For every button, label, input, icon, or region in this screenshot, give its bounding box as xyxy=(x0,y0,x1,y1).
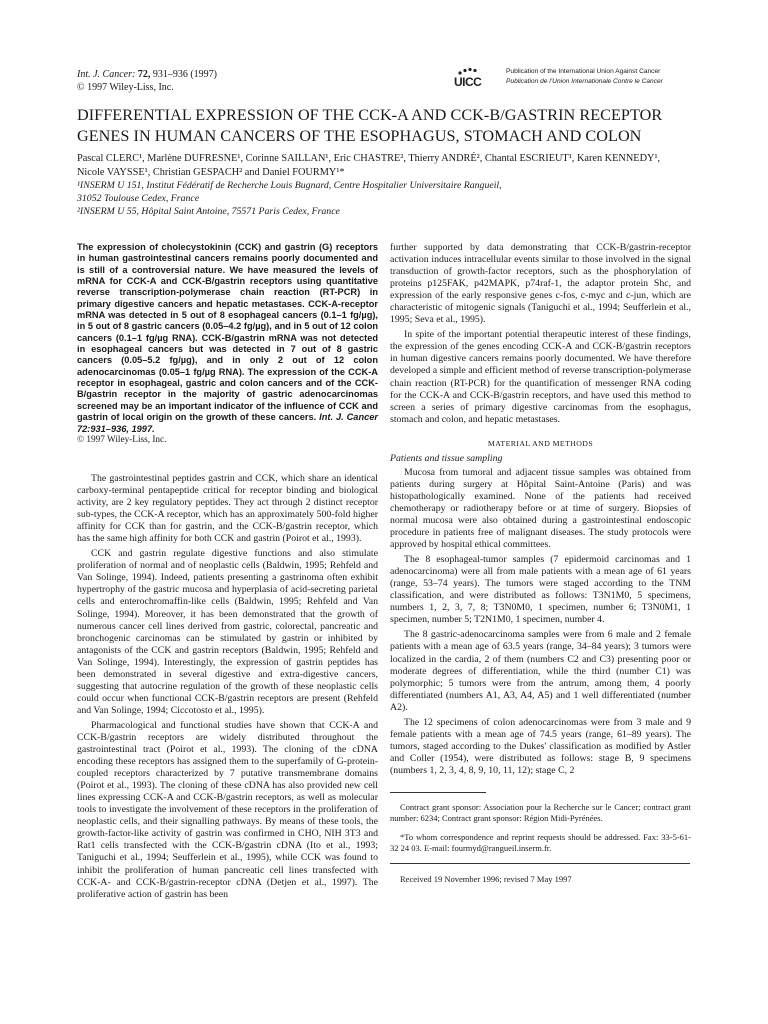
body-paragraph: Pharmacological and functional studies have shown that CCK-A and CCK-B/gastrin receptors are widely distributed throughout the gastrointestinal tract (Poirot et al., 1993). The cloning of the cDNA encoding these receptors has assigned them to the superfamily of G-protein-coupled receptors characterized by 7 putative transmembrane domains (Poirot et al., 1993). The cloning of these cDNA has also provided new cell lines expressing CCK-A and CCK-B/gastrin receptors, as well as molecular tools to investigate the involvement of these receptors in the proliferation of neoplastic cells, and their signalling pathways. By means of these tools, the growth-factor-like activity of gastrin was confirmed in CHO, NIH 3T3 and Rat1 cells transfected with the CCK-B/gastrin cDNA (Ito et al., 1993; Taniguchi et al., 1994; Seufferlein et al., 1995), while CCK was found to inhibit the proliferation of human pancreatic cell lines transfected with CCK-A- and CCK-B/gastrin-receptor cDNA (Detjen et al., 1997). The proliferative action of gastrin has been xyxy=(77,719,378,900)
abstract-copyright: © 1997 Wiley-Liss, Inc. xyxy=(77,434,167,445)
subsection-heading: Patients and tissue sampling xyxy=(390,452,503,464)
publisher-line-en: Publication of the International Union Against Cancer xyxy=(506,68,661,75)
body-paragraph: Mucosa from tumoral and adjacent tissue samples was obtained from patients during surgery at Hôpital Saint-Antoine (Paris) and was histopathologically examined. None of the patients had received chemotherapy or radiotherapy before or at time of surgery. Biopsies of normal mucosa were also obtained during a gastrointestinal endoscopic procedure in patients free of malignant diseases. The study protocols were approved by hospital ethical committees. xyxy=(390,466,691,551)
uicc-logo-text: UICC xyxy=(454,75,482,89)
journal-pages: 931–936 (1997) xyxy=(152,69,217,80)
journal-volume: 72, xyxy=(137,69,151,80)
journal-header xyxy=(77,68,217,94)
footnote-grant: Contract grant sponsor: Association pour la Recherche sur le Cancer; contract grant number: 6234; Contract grant sponsor: Région Midi-Pyrénées. xyxy=(390,802,691,823)
right-column xyxy=(390,242,691,780)
author-list xyxy=(77,152,697,179)
abstract-text: The expression of cholecystokinin (CCK) and gastrin (G) receptors in human gastrointestinal cancers remains poorly documented and is still of a controversial nature. We have measured the levels of mRNA for CCK-A and CCK-B/gastrin receptors using quantitative reverse transcription-polymerase chain reaction (RT-PCR) in primary digestive cancers and hepatic metastases. CCK-A-receptor mRNA was detected in 5 out of 8 esophageal cancers (0.1–1 fg/µg), in 5 out of 8 gastric cancers (0.05–4.2 fg/µg), and in 5 out of 12 colon cancers (0.1–1 fg/µg RNA). CCK-B/gastrin mRNA was not detected in esophageal cancers but was detected in 7 out of 8 gastric cancers (0.05–5.2 fg/µg), and in only 2 out of 12 colon adenocarcinomas (0.05–1 fg/µg RNA). The expression of the CCK-A receptor in esophageal, gastric and colon cancers and of the CCK-B/gastrin receptor in the majority of gastric adenocarcinomas screened may be an important indicator of the influence of CCK and gastrin of local origin on the growth of these cancers. xyxy=(77,242,378,423)
journal-name: Int. J. Cancer: xyxy=(77,69,136,80)
body-paragraph: further supported by data demonstrating that CCK-B/gastrin-receptor activation induces intracellular events similar to those involved in the signal transduction of growth-factor receptors, such as the phosphorylation of proteins p125FAK, p42MAPK, p74raf-1, the adaptor protein Shc, and expression of the early responsive genes c-fos, c-myc and c-jun, which are characteristic of mitogenic signals (Taniguchi et al., 1994; Seufferlein et al., 1995; Seva et al., 1995). xyxy=(390,242,691,326)
abstract xyxy=(77,242,378,446)
affiliation-1-line-1: ¹INSERM U 151, Institut Fédératif de Recherche Louis Bugnard, Centre Hospitalier Universitaire Rangueil, xyxy=(77,180,502,191)
journal-copyright: © 1997 Wiley-Liss, Inc. xyxy=(77,82,174,93)
body-paragraph: The 8 esophageal-tumor samples (7 epidermoid carcinomas and 1 adenocarcinoma) were all from male patients with a mean age of 61 years (range, 53–74 years). The tumors were staged according to the TNM classification, and were distributed as follows: T3N1M0, 5 specimens, numbers 1, 2, 3, 7, 8; T3N0M0, 1 specimen, number 6; T3N0M1, 1 specimen, number 5; T2N1M0, 1 specimen, number 4. xyxy=(390,554,691,626)
paper-title-line-1: DIFFERENTIAL EXPRESSION OF THE CCK-A AND CCK-B/GASTRIN RECEPTOR xyxy=(77,106,663,124)
paper-title-line-2: GENES IN HUMAN CANCERS OF THE ESOPHAGUS, STOMACH AND COLON xyxy=(77,127,642,145)
abstract-citation: Int. J. Cancer 72:931–936, 1997. xyxy=(77,412,378,434)
left-column xyxy=(77,473,378,904)
footnote-divider xyxy=(390,863,690,864)
footnote-correspondence: *To whom correspondence and reprint requests should be addressed. Fax: 33-5-61-32 24 03. E-mail: fourmyd@rangueil.inserm.fr. xyxy=(390,832,691,854)
body-paragraph: The gastrointestinal peptides gastrin and CCK, which share an identical carboxy-terminal pentapeptide critical for receptor binding and biological activity, are 2 key regulatory peptides. They act through 2 distinct receptor sub-types, the CCK-A receptor, which has an approximately 500-fold higher affinity for CCK than for gastrin, and the CCK-B/gastrin receptor, which has the same high affinity for both CCK and gastrin (Poirot et al., 1993). xyxy=(77,473,378,545)
footnotes xyxy=(390,792,691,894)
author-line-1: Pascal CLERC¹, Marlène DUFRESNE¹, Corinne SAILLAN¹, Eric CHASTRE², Thierry ANDRÉ², Chantal ESCRIEUT¹, Karen KENNEDY¹, xyxy=(77,153,661,164)
author-line-2: Nicole VAYSSE¹, Christian GESPACH² and Daniel FOURMY¹* xyxy=(77,166,345,178)
uicc-logo-graphic xyxy=(452,67,496,89)
body-paragraph: The 12 specimens of colon adenocarcinomas were from 3 male and 9 female patients with a mean age of 74.5 years (range, 61–89 years). The tumors, staged according to the Dukes' classification as modified by Astler and Coller (1954), were distributed as follows: stage B, 9 specimens (numbers 1, 2, 3, 4, 8, 9, 10, 11, 12); stage C, 2 xyxy=(390,716,691,776)
paper-title xyxy=(77,105,697,147)
body-paragraph: CCK and gastrin regulate digestive functions and also stimulate proliferation of normal and of neoplastic cells (Baldwin, 1995; Rehfeld and Van Solinge, 1994). Indeed, patients presenting a gastrinoma often exhibit hypertrophy of the gastric mucosa and hyperplasia of acid-secreting parietal cells and enterochromaffin-like cells (Baldwin, 1995; Rehfeld and Van Solinge, 1994). Moreover, it has been demonstrated that the growth of numerous cancer cell lines derived from gastric, colorectal, pancreatic and bronchogenic carcinomas can be stimulated by gastrin or inhibited by antagonists of the CCK and gastrin receptors (Baldwin, 1995; Rehfeld and Van Solinge, 1994). Interestingly, the expression of gastrin peptides has been demonstrated in several digestive and extra-digestive cancers, suggesting that autocrine regulation of the growth of these neoplastic cells could occur when functional CCK-B/gastrin receptors are present (Rehfeld and Van Solinge, 1994; Ciccotosto et al., 1995). xyxy=(77,548,378,716)
body-paragraph: In spite of the important potential therapeutic interest of these findings, the expression of the genes encoding CCK-A and CCK-B/gastrin receptors in human digestive cancers remains poorly documented. We have therefore developed a simple and efficient method of reverse transcription-polymerase chain reaction (RT-PCR) for the quantification of messenger RNA coding for the CCK-A and CCK-B/gastrin receptors, and have used this method to screen a series of primary digestive carcinomas from the esophagus, stomach and colon, and hepatic metastases. xyxy=(390,329,691,425)
publisher-line-fr: Publication de l’Union Internationale Contre le Cancer xyxy=(506,77,663,85)
footnote-received-dates: Received 19 November 1996; revised 7 May 1997 xyxy=(400,873,572,884)
affiliation-1-line-2: 31052 Toulouse Cedex, France xyxy=(77,192,200,204)
section-heading: MATERIAL AND METHODS xyxy=(487,438,594,448)
journal-citation xyxy=(77,68,217,81)
affiliations xyxy=(77,180,697,218)
affiliation-2: ²INSERM U 55, Hôpital Saint Antoine, 75571 Paris Cedex, France xyxy=(77,205,340,217)
uicc-logo xyxy=(452,67,492,87)
footnote-divider xyxy=(390,792,486,793)
body-paragraph: The 8 gastric-adenocarcinoma samples were from 6 male and 2 female patients with a mean age of 63.5 years (range, 34–84 years); 3 tumors were localized in the cardia, 2 of them (numbers C2 and C3) presenting poor or moderate degrees of differentiation, while the third (number C1) was polymorphic; 5 tumors were from the antrum, among them, 4 poorly differentiated (numbers A1, A3, A4, A5) and 1 well differentiated (number A2). xyxy=(390,629,691,713)
